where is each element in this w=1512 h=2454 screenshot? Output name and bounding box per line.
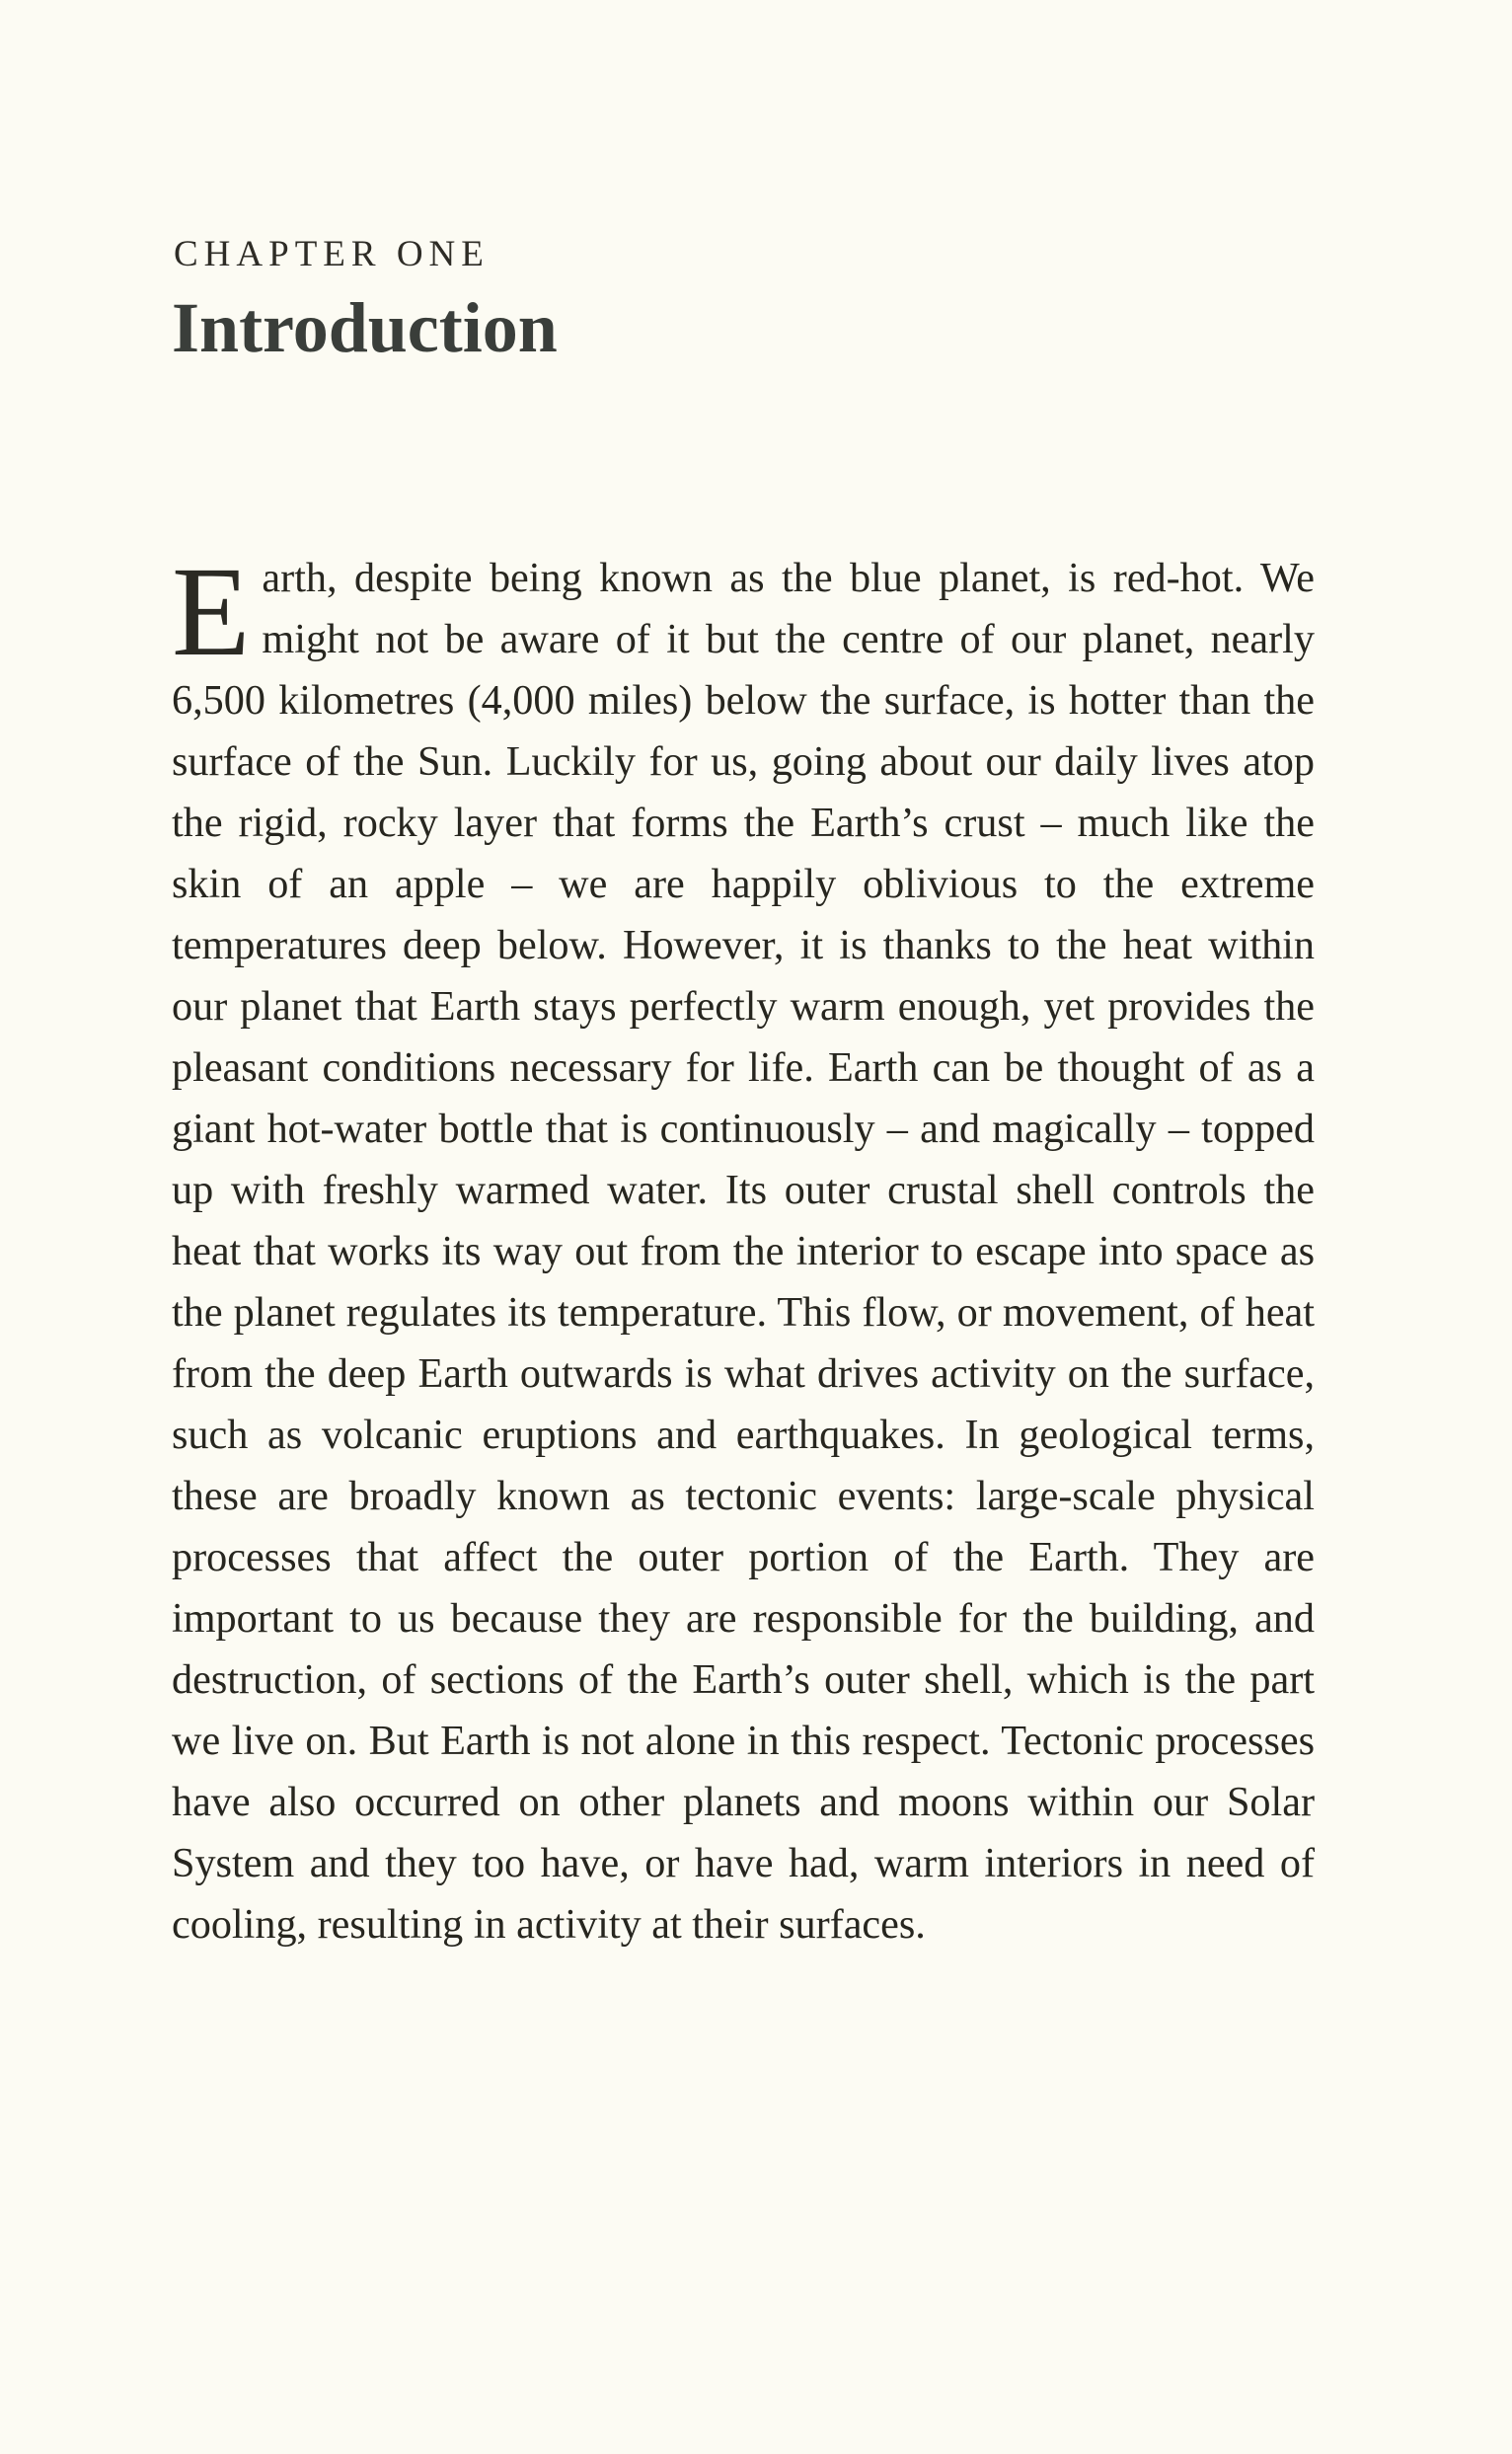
paragraph-text: arth, despite being known as the blue planet, is red-hot. We might not be aware of it but the centre of our planet, nearly 6,500 kilometres (4,000 miles) below the surface, is hotter than the surface of the Sun. Luckily for us, going about our daily lives atop the rigid, rocky layer that forms the Earth’s crust – much like the skin of an apple – we are happily oblivious to the extreme temperatures deep below. However, it is thanks to the heat within our planet that Earth stays perfectly warm enough, yet provides the pleasant conditions necessary for life. Earth can be thought of as a giant hot-water bottle that is continuously – and magically – topped up with freshly warmed water. Its outer crustal shell controls the heat that works its way out from the interior to escape into space as the planet regulates its temperature. This flow, or movement, of heat from the deep Earth outwards is what drives activity on the surface, such as volcanic eruptions and earthquakes. In geological terms, these are broadly known as tectonic events: large-scale physical processes that affect the outer portion of the Earth. They are important to us because they are responsible for the building, and destruction, of sections of the Earth’s outer shell, which is the part we live on. But Earth is not alone in this respect. Tectonic processes have also occurred on other planets and moons within our Solar System and they too have, or have had, warm interiors in need of cooling, resulting in activity at their surfaces. (172, 555, 1315, 1948)
body-paragraph (172, 541, 1315, 1956)
drop-cap: E (172, 541, 251, 683)
chapter-title: Introduction (172, 288, 558, 367)
chapter-label: CHAPTER ONE (174, 234, 490, 274)
